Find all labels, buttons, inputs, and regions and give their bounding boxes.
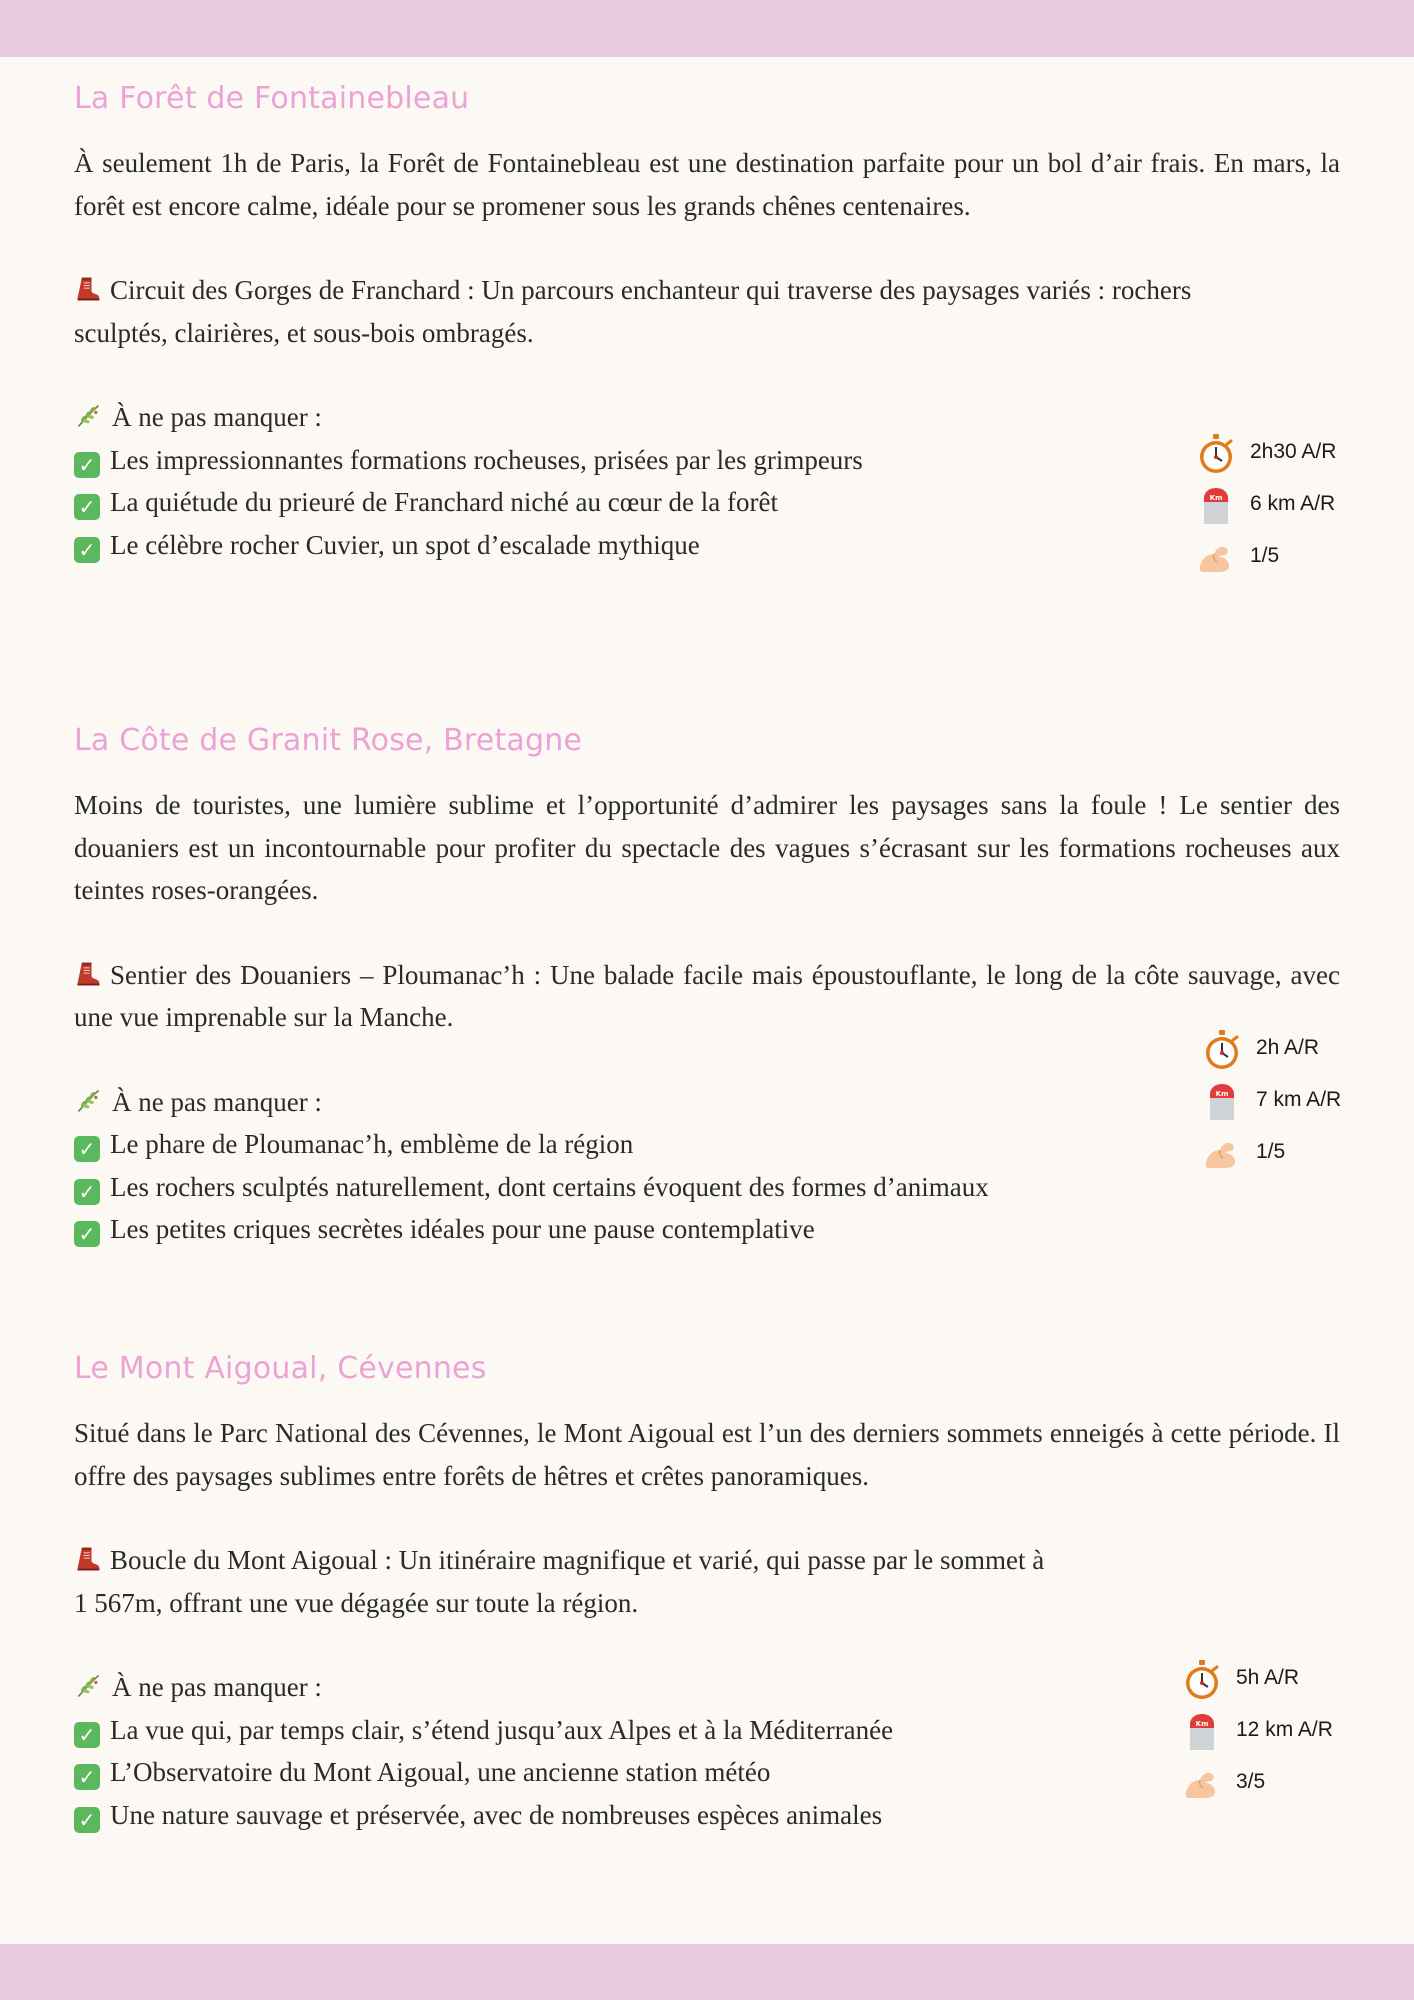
list-item-text: Une nature sauvage et préservée, avec de nombreuses espèces animales (110, 1799, 883, 1830)
stat-duration (1194, 428, 1364, 480)
highlights-heading (74, 1081, 1340, 1124)
distance-value: 6 km A/R (1250, 492, 1336, 515)
duration-value: 2h A/R (1256, 1036, 1320, 1059)
hiking-boot-icon (74, 960, 102, 988)
check-mark-icon: ✓ (74, 1136, 100, 1162)
section-intro: Situé dans le Parc National des Cévennes, le Mont Aigoual est l’un des derniers sommets enneigés à cette période. Il offre des paysages sublimes entre forêts de hêtres et crêtes panoramiques. (74, 1418, 1340, 1491)
list-item (74, 1709, 1340, 1752)
herb-icon (74, 402, 102, 430)
list-item (74, 524, 1340, 567)
stat-distance (1180, 1706, 1350, 1758)
route-line (74, 1539, 1340, 1582)
stat-difficulty (1180, 1758, 1350, 1810)
list-item (74, 1166, 1340, 1209)
route-line (74, 954, 1340, 1039)
section-intro: Moins de touristes, une lumière sublime et l’opportunité d’admirer les paysages sans la foule ! Le sentier des douaniers est un incontournable pour profiter du spectacle des vagues s’écrasant sur les formations rocheuses aux teintes roses-orangées. (74, 790, 1340, 905)
check-mark-icon: ✓ (74, 494, 100, 520)
hiking-boot-icon (74, 1545, 102, 1573)
stat-distance (1200, 1076, 1370, 1128)
list-item (74, 1208, 1340, 1251)
list-item (74, 1751, 1340, 1794)
highlights-heading (74, 396, 1340, 439)
difficulty-value: 1/5 (1250, 544, 1280, 567)
list-item-text: Les impressionnantes formations rocheuses, prisées par les grimpeurs (110, 444, 863, 475)
section-intro: À seulement 1h de Paris, la Forêt de Fontainebleau est une destination parfaite pour un bol d’air frais. En mars, la forêt est encore calme, idéale pour se promener sous les grands chênes centenaires. (74, 148, 1340, 221)
herb-icon (74, 1672, 102, 1700)
list-item (74, 1123, 1340, 1166)
difficulty-value: 3/5 (1236, 1770, 1266, 1793)
route-line-continued: sculptés, clairières, et sous-bois ombragés. (74, 317, 534, 348)
stopwatch-icon (1200, 1028, 1244, 1072)
list-item-text: La quiétude du prieuré de Franchard niché au cœur de la forêt (110, 487, 778, 517)
hike-stats (1200, 1024, 1370, 1180)
check-mark-icon: ✓ (74, 452, 100, 478)
flexed-biceps-icon (1180, 1762, 1224, 1806)
check-mark-icon: ✓ (74, 537, 100, 563)
section-granit-rose (74, 720, 1340, 1251)
highlights-heading (74, 1666, 1340, 1709)
highlights-heading-text: À ne pas manquer : (112, 1672, 322, 1702)
stopwatch-icon (1180, 1658, 1224, 1702)
check-mark-icon: ✓ (74, 1764, 100, 1790)
route-text: Sentier des Douaniers – Ploumanac’h : Une balade facile mais époustouflante, le long de la côte sauvage, avec une vue imprenable sur la Manche. (74, 959, 1340, 1032)
duration-value: 5h A/R (1236, 1666, 1300, 1689)
list-item-text: La vue qui, par temps clair, s’étend jusqu’aux Alpes et à la Méditerranée (110, 1714, 894, 1745)
list-item-text: Le phare de Ploumanac’h, emblème de la région (110, 1129, 634, 1159)
route-text: Boucle du Mont Aigoual : Un itinéraire magnifique et varié, qui passe par le sommet à (110, 1545, 1045, 1575)
list-item-text: Les rochers sculptés naturellement, dont certains évoquent des formes d’animaux (110, 1171, 989, 1202)
hiking-boot-icon (74, 275, 102, 303)
hike-stats (1194, 428, 1364, 584)
distance-value: 12 km A/R (1236, 1718, 1333, 1741)
km-marker-icon (1194, 484, 1238, 528)
km-marker-icon (1180, 1710, 1224, 1754)
duration-value: 2h30 A/R (1250, 440, 1337, 463)
stat-difficulty (1200, 1128, 1370, 1180)
check-mark-icon: ✓ (74, 1221, 100, 1247)
route-text: Circuit des Gorges de Franchard : Un parcours enchanteur qui traverse des paysages variés : rochers (110, 275, 1192, 305)
stat-distance (1194, 480, 1364, 532)
stat-duration (1200, 1024, 1370, 1076)
section-mont-aigoual (74, 1348, 1340, 1836)
difficulty-value: 1/5 (1256, 1140, 1286, 1163)
check-mark-icon: ✓ (74, 1807, 100, 1833)
list-item (74, 481, 1340, 524)
bottom-band (0, 1944, 1414, 2000)
section-title: La Forêt de Fontainebleau (74, 81, 470, 116)
hike-stats (1180, 1654, 1350, 1810)
km-marker-icon (1200, 1080, 1244, 1124)
route-line-continued: 1 567m, offrant une vue dégagée sur toute la région. (74, 1587, 639, 1618)
section-title: Le Mont Aigoual, Cévennes (74, 1351, 487, 1386)
stopwatch-icon (1194, 432, 1238, 476)
list-item-text: L’Observatoire du Mont Aigoual, une ancienne station météo (110, 1757, 771, 1787)
list-item-text: Le célèbre rocher Cuvier, un spot d’escalade mythique (110, 529, 700, 560)
distance-value: 7 km A/R (1256, 1088, 1342, 1111)
list-item-text: Les petites criques secrètes idéales pour une pause contemplative (110, 1214, 815, 1244)
check-mark-icon: ✓ (74, 1179, 100, 1205)
check-mark-icon: ✓ (74, 1722, 100, 1748)
flexed-biceps-icon (1194, 536, 1238, 580)
herb-icon (74, 1087, 102, 1115)
list-item (74, 439, 1340, 482)
stat-duration (1180, 1654, 1350, 1706)
stat-difficulty (1194, 532, 1364, 584)
section-title: La Côte de Granit Rose, Bretagne (74, 723, 583, 758)
section-fontainebleau (74, 78, 1340, 566)
flexed-biceps-icon (1200, 1132, 1244, 1176)
highlights-heading-text: À ne pas manquer : (112, 1086, 322, 1117)
top-band (0, 0, 1414, 57)
highlights-heading-text: À ne pas manquer : (112, 402, 322, 432)
route-line (74, 269, 1340, 312)
list-item (74, 1794, 1340, 1837)
